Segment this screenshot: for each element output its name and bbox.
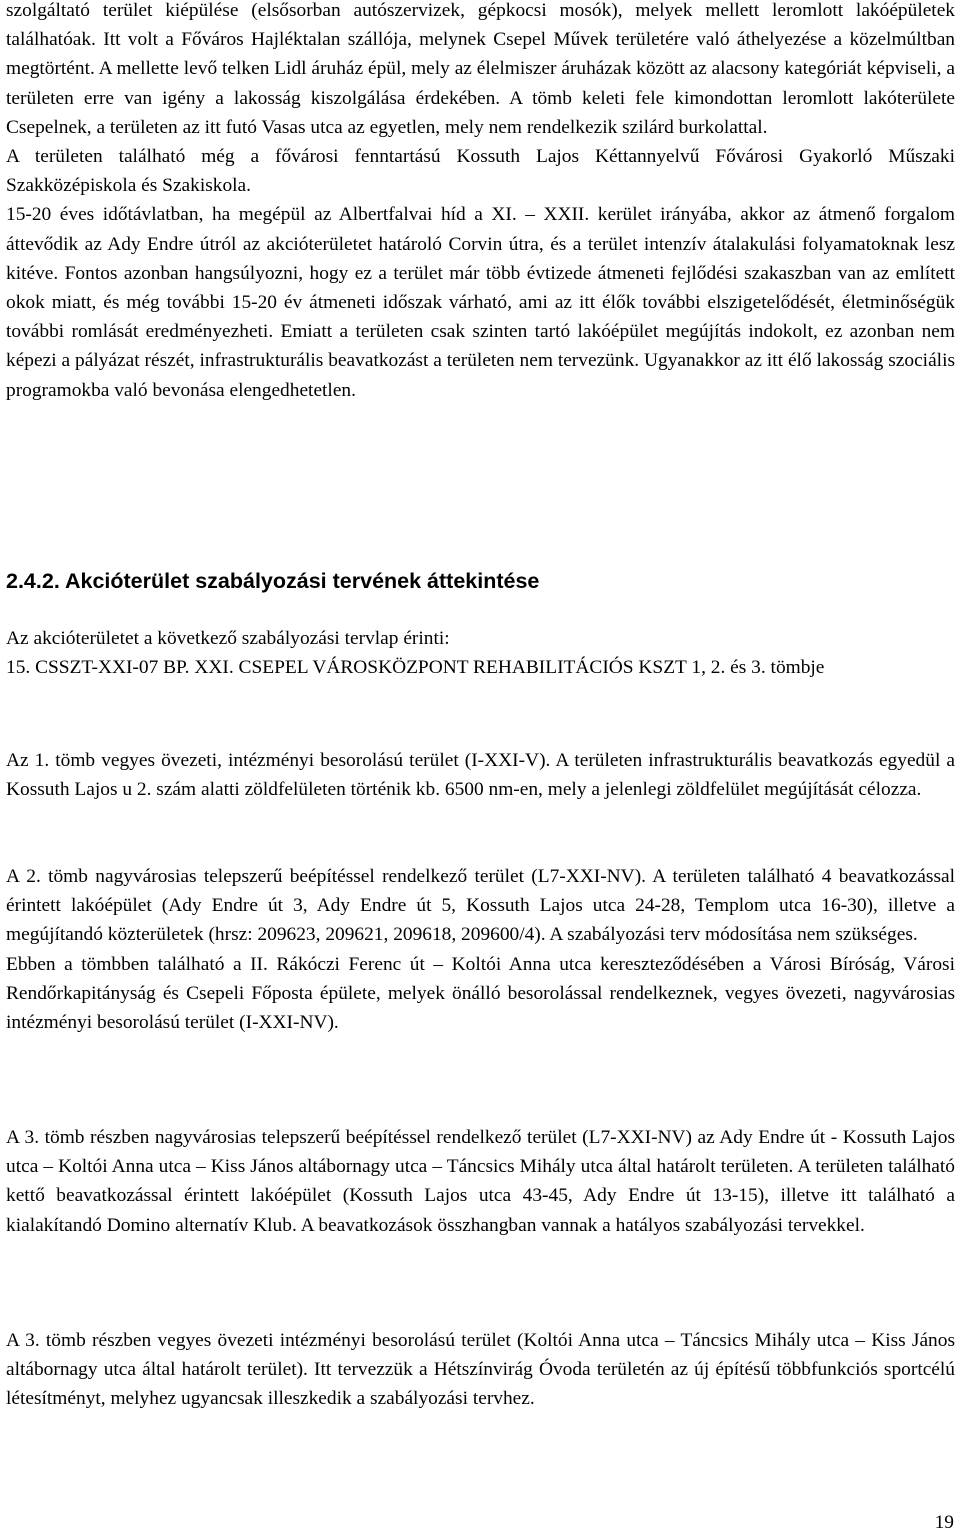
block-1 [6, 746, 955, 804]
paragraph-block-2b: Ebben a tömbben található a II. Rákóczi Ferenc út – Koltói Anna utca kereszteződésében a Városi Bíróság, Városi Rendőrkapitányság és Csepeli Főposta épülete, melyek önálló besorolással rendelkeznek, vegyes övezeti, nagyvárosias intézményi besorolású terület (I-XXI-NV). [6, 953, 955, 1034]
plan-intro-line: Az akcióterületet a következő szabályozási tervlap érinti: [6, 628, 450, 649]
block-3a [6, 1123, 955, 1240]
section-heading: 2.4.2. Akcióterület szabályozási tervének áttekintése [6, 569, 540, 593]
paragraph-block-2a: A 2. tömb nagyvárosias telepszerű beépítéssel rendelkező terület (L7-XXI-NV). A területen található 4 beavatkozással érintett lakóépület (Ady Endre út 3, Ady Endre út 5, Kossuth Lajos utca 24-28, Templom utca 16-30), illetve a megújítandó közterületek (hrsz: 209623, 209621, 209618, 209600/4). A szabályozási terv módosítása nem szükséges. [6, 866, 955, 946]
plan-reference-block [6, 624, 955, 682]
plan-reference: 15. CSSZT-XXI-07 BP. XXI. CSEPEL VÁROSKÖZPONT REHABILITÁCIÓS KSZT 1, 2. és 3. tömbje [6, 657, 825, 679]
paragraph-block-1: Az 1. tömb vegyes övezeti, intézményi besorolású terület (I-XXI-V). A területen infrastrukturális beavatkozás egyedül a Kossuth Lajos u 2. szám alatti zöldfelületen történik kb. 6500 nm-en, mely a jelenlegi zöldfelület megújítását célozza. [6, 750, 955, 801]
block-3b [6, 1326, 955, 1414]
paragraph-block-3b: A 3. tömb részben vegyes övezeti intézményi besorolású terület (Koltói Anna utca – Táncsics Mihály utca – Kiss János altábornagy utca által határolt terület). Itt tervezzük a Hétszínvirág Óvoda területén az új építésű többfunkciós sportcélú létesítményt, melyhez ugyancsak illeszkedik a szabályozási tervhez. [6, 1330, 955, 1410]
paragraph-bridge-outlook: 15-20 éves időtávlatban, ha megépül az Albertfalvai híd a XI. – XXII. kerület irányába, akkor az átmenő forgalom áttevődik az Ady Endre útról az akcióterületet határoló Corvin útra, és a terület intenzív átalakulási folyamatoknak lesz kitéve. Fontos azonban hangsúlyozni, hogy ez a terület már több évtizede átmeneti fejlődési szakaszban van az említett okok miatt, és még további 15-20 év átmeneti időszak várható, ami az itt élők további elszigetelődését, életminőségük további romlását eredményezheti. Emiatt a területen csak szinten tartó lakóépület megújítás indokolt, ez azonban nem képezi a pályázat részét, infrastrukturális beavatkozást a területen nem tervezünk. Ugyanakkor az itt élő lakosság szociális programokba való bevonása elengedhetetlen. [6, 204, 955, 401]
paragraph-service-area: szolgáltató terület kiépülése (elsősorban autószervizek, gépkocsi mosók), melyek mellett leromlott lakóépületek találhatóak. Itt volt a Főváros Hajléktalan szállója, melynek Csepel Művek területére való áthelyezése a közelmúltban megtörtént. A mellette levő telken Lidl áruház épül, mely az élelmiszer áruházak között az alacsony kategóriát képviseli, a területen erre van igény a lakosság kiszolgálása érdekében. A tömb keleti fele kimondottan leromlott lakóterülete Csepelnek, a területen az itt futó Vasas utca az egyetlen, mely nem rendelkezik szilárd burkolattal. [6, 0, 955, 138]
paragraph-block-3a: A 3. tömb részben nagyvárosias telepszerű beépítéssel rendelkező terület (L7-XXI-NV) az Ady Endre út - Kossuth Lajos utca – Koltói Anna utca – Kiss János altábornagy utca – Táncsics Mihály utca által határolt területen. A területen található kettő beavatkozással érintett lakóépület (Kossuth Lajos utca 43-45, Ady Endre út 13-15), illetve itt található a kialakítandó Domino alternatív Klub. A beavatkozások összhangban vannak a hatályos szabályozási tervekkel. [6, 1127, 955, 1236]
page-number: 19 [934, 1512, 954, 1533]
block-2 [6, 862, 955, 1037]
intro-text [6, 0, 955, 405]
paragraph-school: A területen található még a fővárosi fenntartású Kossuth Lajos Kéttannyelvű Fővárosi Gyakorló Műszaki Szakközépiskola és Szakiskola. [6, 146, 955, 197]
